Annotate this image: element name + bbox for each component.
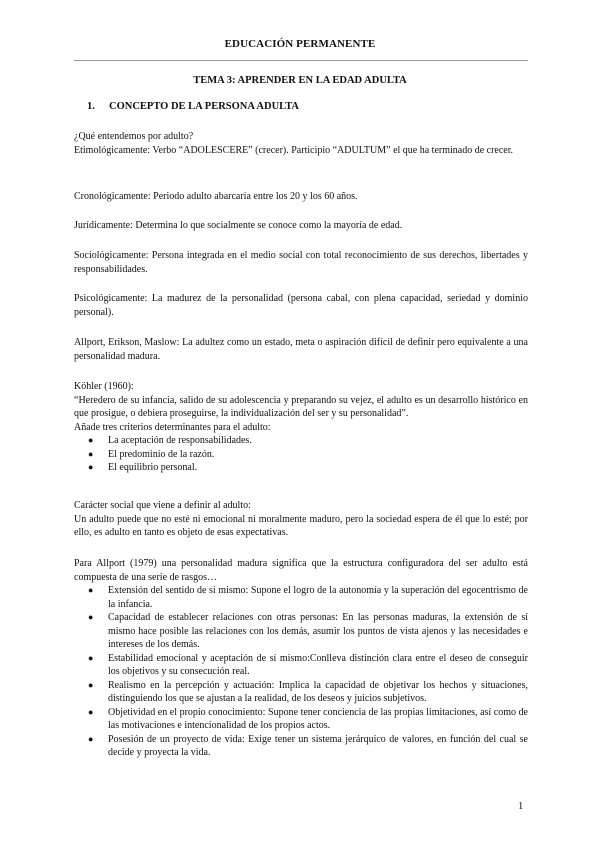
- bullet-icon: ●: [88, 679, 94, 690]
- bullet-icon: ●: [88, 585, 94, 595]
- bullet-icon: ●: [88, 652, 94, 663]
- list-item: ● La aceptación de responsabilidades.: [88, 435, 252, 446]
- list-item: ● Posesión de un proyecto de vida: Exige tener un sistema jerárquico de valores, en función del cual se decide y proyecta la vida.: [88, 733, 528, 758]
- bullet-icon: ●: [88, 435, 94, 445]
- bullet-icon: ●: [88, 448, 94, 459]
- criteria-list: [74, 434, 528, 475]
- section-heading: [87, 101, 299, 112]
- list-item: ● El predominio de la razón.: [88, 448, 215, 460]
- juridico-paragraph: Jurídicamente: Determina lo que socialmente se conoce como la mayoría de edad.: [74, 220, 403, 231]
- section-title: CONCEPTO DE LA PERSONA ADULTA: [109, 101, 300, 112]
- list-item: ● Extensión del sentido de sí mismo: Supone el logro de la autonomía y la superación del egocentrismo de la infancia.: [88, 585, 528, 610]
- kohler-block: [74, 380, 528, 475]
- list-item: ● Estabilidad emocional y aceptación de sí mismo:Conlleva distinción clara entre el deseo de conseguir los objetivos y su consecución real.: [88, 652, 528, 677]
- psicologico-paragraph: Psicológicamente: La madurez de la personalidad (persona cabal, con plena capacidad, seriedad y dominio personal).: [74, 293, 528, 318]
- list-item: ● Objetividad en el propio conocimiento: Supone tener conciencia de las propias limitaciones, así como de las motivaciones e intencionalidad de los propios actos.: [88, 706, 528, 731]
- bullet-icon: ●: [88, 462, 94, 472]
- running-header: EDUCACIÓN PERMANENTE: [224, 38, 376, 50]
- kohler-criteria-intro: Añade tres criterios determinantes para el adulto:: [74, 421, 271, 433]
- sociologico-paragraph: Sociológicamente: Persona integrada en el medio social con total reconocimiento de sus derechos, libertades y responsabilidades.: [74, 250, 528, 275]
- intro-question: ¿Qué entendemos por adulto?: [74, 131, 194, 142]
- list-item: ● El equilibrio personal.: [88, 462, 198, 473]
- bullet-icon: ●: [88, 706, 94, 717]
- allport-1979-block: [74, 557, 528, 760]
- kohler-heading: Köhler (1960):: [74, 381, 134, 392]
- cronologico-paragraph: Cronológicamente: Periodo adulto abarcaría entre los 20 y los 60 años.: [74, 191, 358, 202]
- section-number: 1.: [87, 101, 95, 112]
- bullet-icon: ●: [88, 733, 94, 744]
- caracter-text: Un adulto puede que no esté ni emocional ni moralmente maduro, pero la sociedad espera de él que lo esté; por ello, es adulto en tanto es objeto de esas expectativas.: [74, 513, 528, 538]
- document-title: TEMA 3: APRENDER EN LA EDAD ADULTA: [193, 75, 407, 86]
- traits-list: [74, 584, 528, 760]
- list-item: ● Capacidad de establecer relaciones con otras personas: En las personas maduras, la extensión de sí mismo hace posible las relaciones con los demás, asumir los puntos de vista ajenos y las necesidades e intereses de los demás.: [88, 612, 528, 650]
- list-item: ● Realismo en la percepción y actuación: Implica la capacidad de objetivar los hechos y situaciones, distinguiendo los que se ajustan a la realidad, de los deseos y juicios subjetivos.: [88, 679, 528, 704]
- header-divider: [74, 60, 528, 61]
- allport-1979-intro: Para Allport (1979) una personalidad madura significa que la estructura configuradora del ser adulto está compuesta de una serie de rasgos…: [74, 558, 528, 583]
- etimologia-paragraph: Etimológicamente: Verbo “ADOLESCERE” (crecer). Participio “ADULTUM” el que ha terminado de crecer.: [74, 144, 514, 156]
- intro-block: [74, 130, 528, 157]
- kohler-quote: “Heredero de su infancia, salido de su adolescencia y preparando su vejez, el adulto es un desarrollo histórico en que prosigue, o debiera proseguirse, la individualización del ser y su personalidad”.: [74, 394, 528, 419]
- allport-paragraph: Allport, Erikson, Maslow: La adultez como un estado, meta o aspiración difícil de definir pero equivalente a una personalidad madura.: [74, 337, 528, 362]
- page-number: 1: [518, 801, 524, 812]
- bullet-icon: ●: [88, 612, 94, 622]
- caracter-heading: Carácter social que viene a definir al adulto:: [74, 500, 251, 511]
- caracter-block: [74, 499, 528, 540]
